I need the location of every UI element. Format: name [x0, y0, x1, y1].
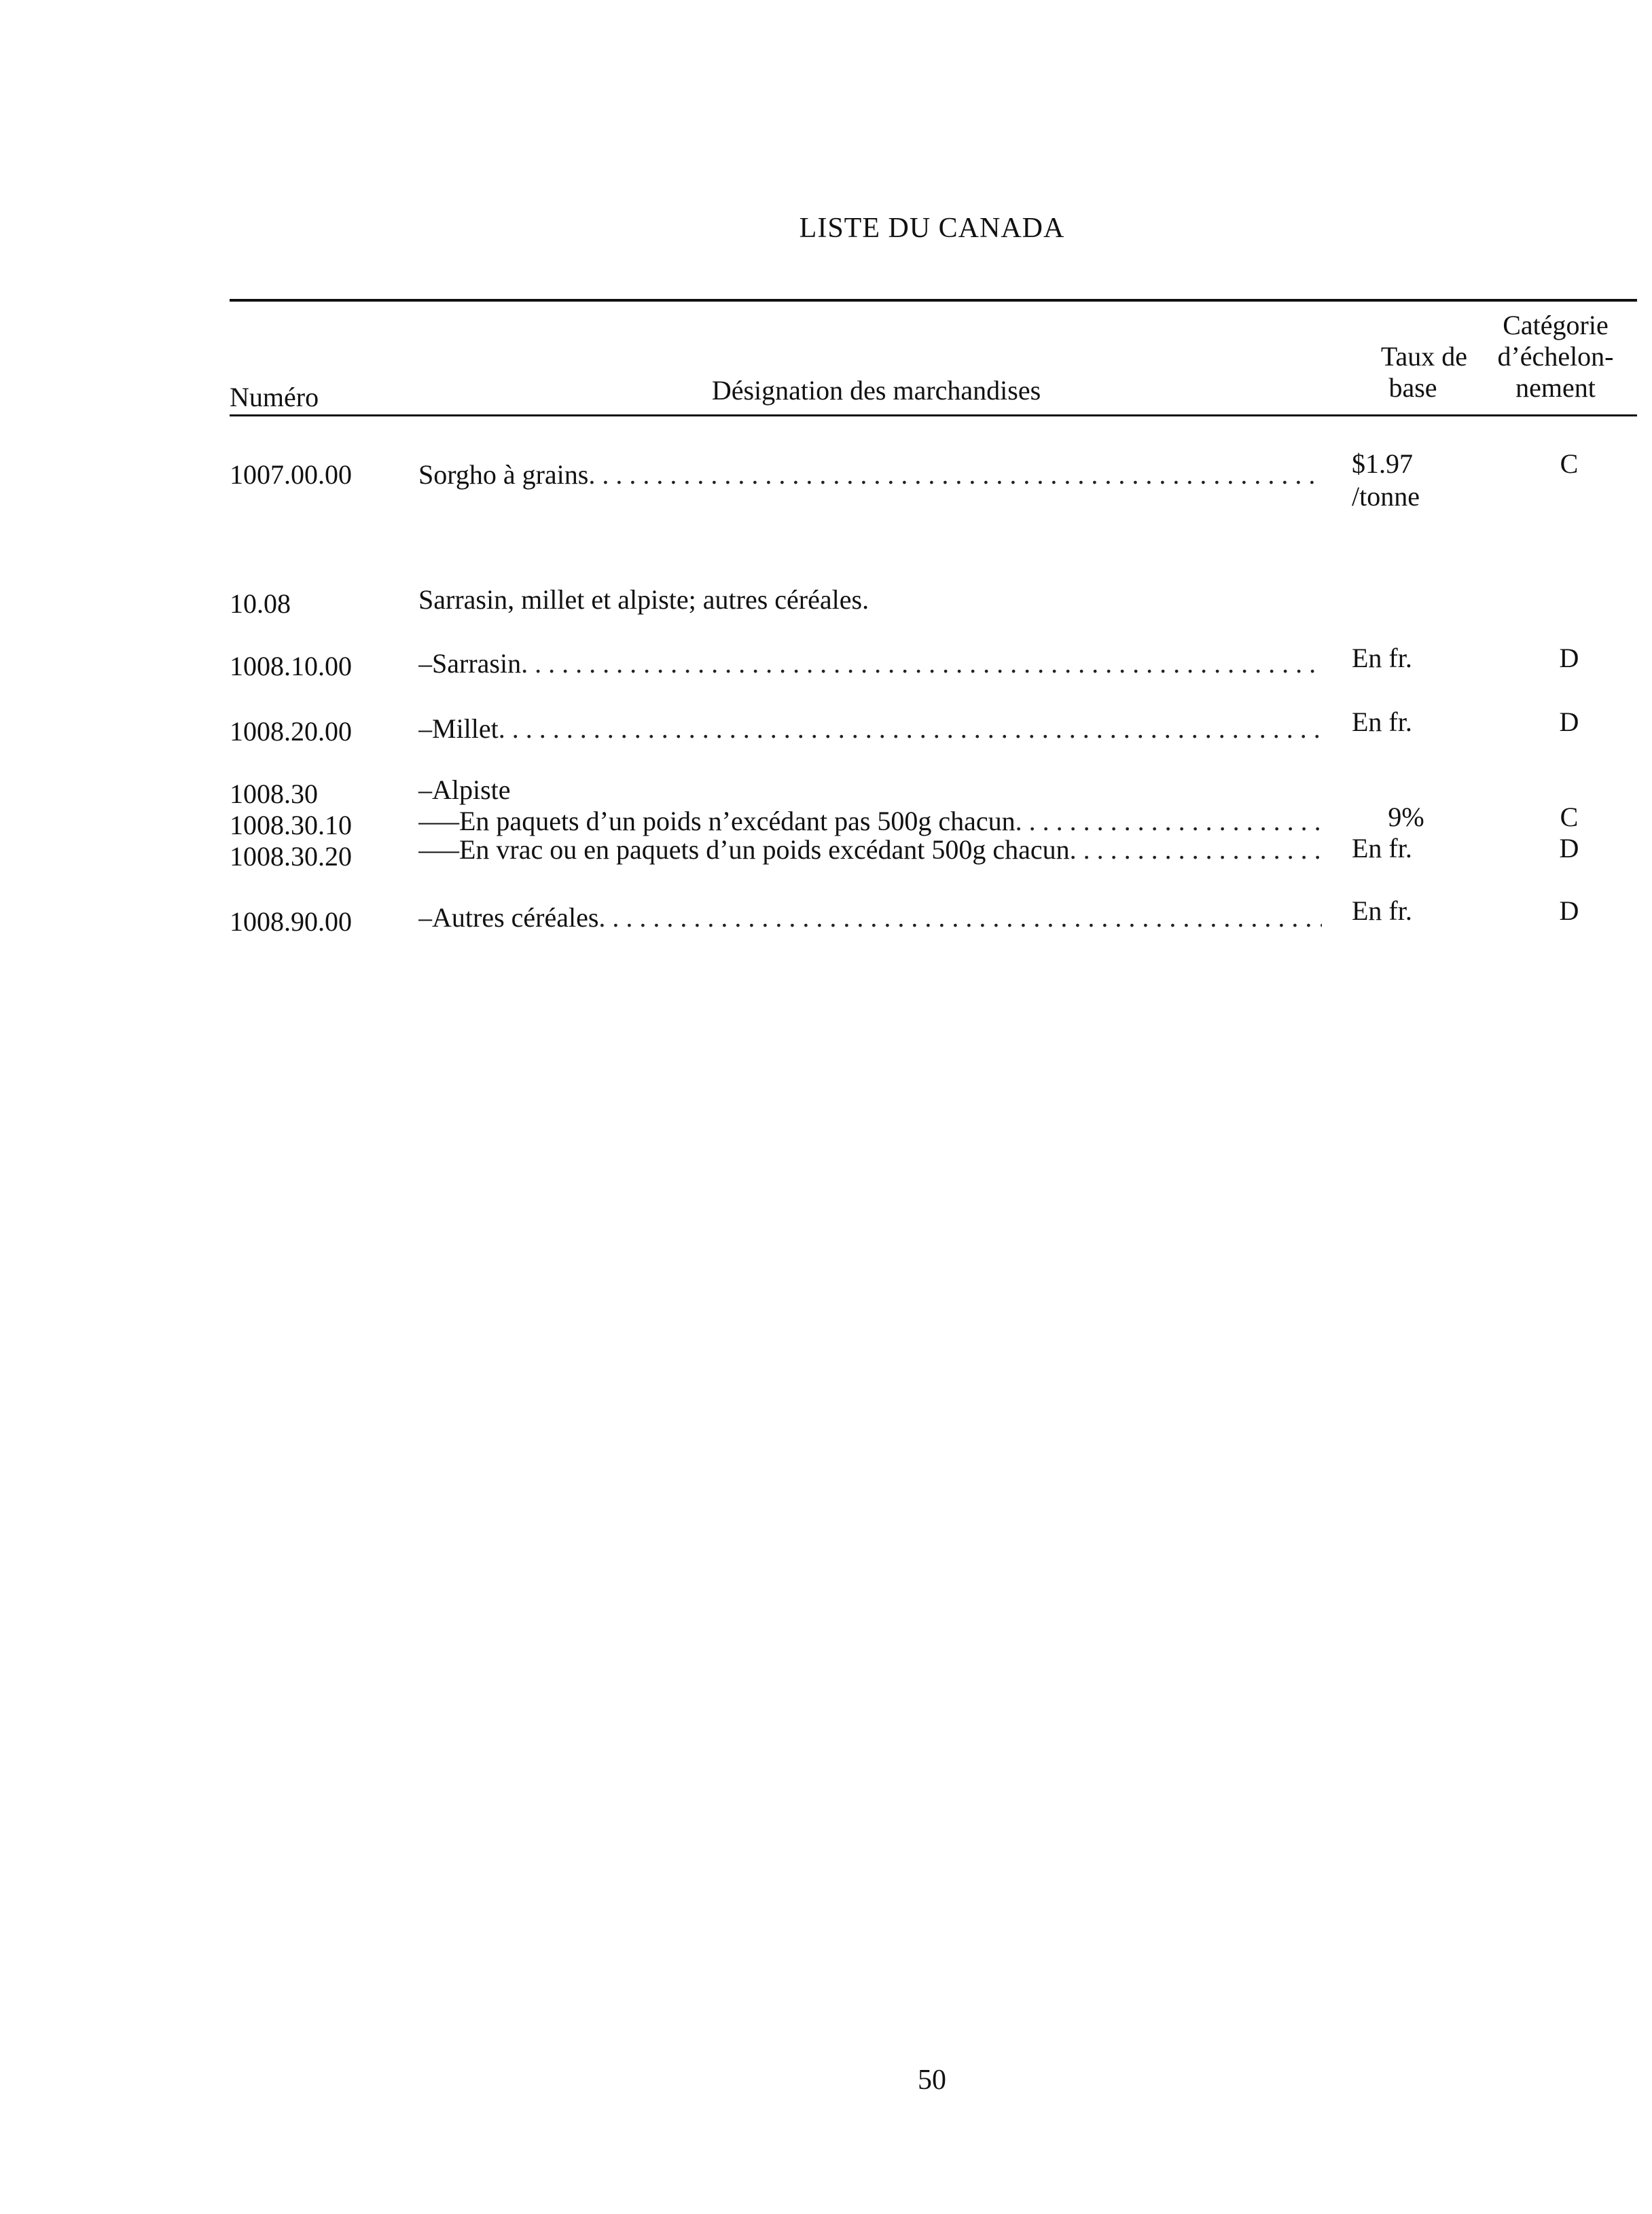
table-row-numero: 1008.20.00 [230, 716, 352, 747]
table-row-designation: Sarrasin, millet et alpiste; autres céréales. [418, 584, 869, 615]
page-number: 50 [918, 2065, 946, 2096]
table-row-designation [418, 713, 1322, 745]
table-row-taux: 9% [1388, 802, 1424, 832]
table-row-designation [418, 902, 1322, 933]
table-row-taux: $1.97 [1352, 448, 1413, 479]
dot-leader [499, 713, 1322, 745]
header-designation: Désignation des marchandises [711, 375, 1041, 406]
table-top-rule [230, 299, 1637, 302]
table-row-numero: 10.08 [230, 588, 291, 619]
dot-leader [1016, 806, 1322, 837]
designation-text: Sorgho à grains [418, 459, 589, 490]
table-row-taux: En fr. [1352, 895, 1412, 926]
table-row-designation [418, 806, 1322, 837]
designation-text: –Millet [418, 713, 499, 744]
table-row-numero: 1008.30.20 [230, 841, 352, 872]
designation-text: –––En paquets d’un poids n’excédant pas 500g chacun [418, 806, 1016, 836]
dot-leader [588, 459, 1322, 490]
table-row-numero: 1008.30.10 [230, 810, 352, 840]
header-taux-line2: base [1388, 372, 1437, 403]
table-row-numero: 1008.30 [230, 779, 318, 809]
table-row-taux: En fr. [1352, 833, 1412, 863]
dot-leader [521, 648, 1322, 679]
header-taux [1331, 341, 1467, 404]
table-row-taux: En fr. [1352, 707, 1412, 737]
table-row-taux: En fr. [1352, 643, 1412, 673]
designation-text: –Sarrasin [418, 648, 522, 679]
designation-text: –––En vrac ou en paquets d’un poids excédant 500g chacun [418, 834, 1070, 865]
table-row-designation [418, 459, 1322, 490]
header-categorie-line3: nement [1515, 372, 1596, 403]
header-taux-line1: Taux de [1380, 341, 1467, 372]
table-row-numero: 1008.90.00 [230, 906, 352, 937]
designation-text: –Autres céréales [418, 902, 599, 933]
table-row-categorie: D [1559, 643, 1579, 673]
page-title: LISTE DU CANADA [799, 213, 1065, 244]
header-categorie [1474, 310, 1637, 404]
table-header-rule [230, 414, 1637, 416]
table-row-categorie: D [1559, 707, 1579, 737]
table-row-numero: 1007.00.00 [230, 459, 352, 490]
table-row-categorie: C [1560, 448, 1579, 479]
table-row-designation: –Alpiste [418, 774, 511, 805]
header-categorie-line1: Catégorie [1503, 310, 1609, 340]
table-row-taux-unit: /tonne [1352, 481, 1420, 512]
header-categorie-line2: d’échelon- [1497, 341, 1614, 372]
table-row-categorie: D [1559, 833, 1579, 863]
table-row-designation [418, 648, 1322, 679]
dot-leader [598, 902, 1322, 933]
dot-leader [1070, 834, 1322, 865]
table-row-designation [418, 834, 1322, 865]
table-row-categorie: C [1560, 802, 1579, 832]
table-row-categorie: D [1559, 895, 1579, 926]
table-row-numero: 1008.10.00 [230, 651, 352, 681]
header-numero: Numéro [230, 382, 319, 412]
